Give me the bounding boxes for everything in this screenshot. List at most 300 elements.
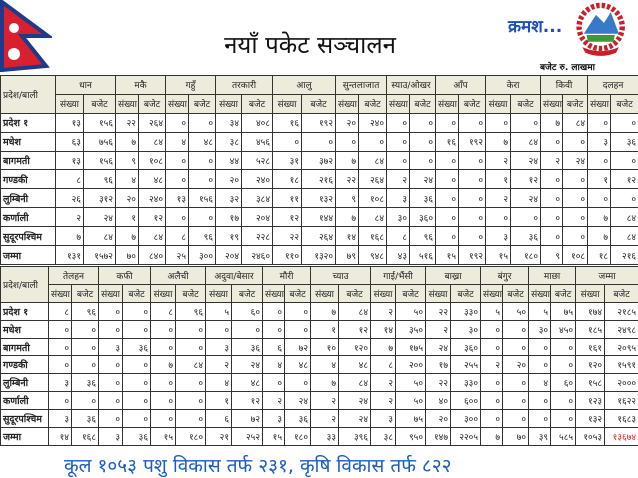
count-cell: ३ — [49, 410, 72, 428]
count-cell: ० — [436, 208, 459, 227]
count-cell: २२ — [336, 170, 359, 189]
budget-cell: ८४ — [339, 302, 371, 320]
budget-cell: १२ — [232, 392, 263, 410]
count-header: संख्या — [273, 94, 302, 113]
budget-cell: ० — [72, 320, 99, 338]
count-cell: ० — [436, 227, 459, 246]
count-cell: १ — [311, 320, 339, 338]
budget-cell: २६४ — [359, 170, 387, 189]
count-cell: ० — [151, 410, 176, 428]
count-cell: ० — [541, 227, 563, 246]
count-cell: ३ — [588, 132, 611, 151]
count-cell: २०४ — [216, 246, 242, 265]
count-cell: १३ — [56, 113, 84, 132]
count-cell: १५ — [486, 246, 511, 265]
budget-cell: ० — [72, 338, 99, 356]
count-cell: ० — [336, 132, 359, 151]
budget-cell: १३६७४ — [605, 428, 638, 446]
table-row — [1, 374, 638, 392]
count-cell: ० — [263, 302, 285, 320]
budget-cell: ३०० — [189, 246, 216, 265]
budget-cell: ० — [123, 302, 151, 320]
budget-cell: ३० — [451, 320, 481, 338]
budget-cell: ० — [551, 338, 576, 356]
count-cell: २५ — [166, 246, 189, 265]
table-row — [1, 302, 638, 320]
group-header: गहुँ — [166, 76, 216, 95]
count-cell: ० — [151, 392, 176, 410]
budget-cell: १९२ — [459, 132, 486, 151]
budget-cell: ० — [123, 410, 151, 428]
budget-header: बजेट — [232, 284, 263, 302]
budget-cell: २०९५ — [605, 338, 638, 356]
count-cell: ० — [486, 113, 511, 132]
continued-label: क्रमश... — [508, 17, 563, 37]
count-cell: ० — [99, 392, 123, 410]
budget-header: बजेट — [459, 94, 486, 113]
count-header: संख्या — [336, 94, 359, 113]
budget-cell: ० — [232, 320, 263, 338]
province-name: जम्मा — [1, 246, 56, 265]
budget-cell: १२ — [139, 208, 166, 227]
count-cell: ८ — [151, 302, 176, 320]
count-cell: १३१ — [56, 246, 84, 265]
count-cell: १२ — [273, 208, 302, 227]
count-cell: २ — [426, 320, 451, 338]
count-cell: २० — [116, 189, 139, 208]
budget-cell: २४ — [84, 208, 116, 227]
budget-cell: ४५० — [551, 320, 576, 338]
budget-cell: ० — [176, 410, 206, 428]
count-cell: १३ — [56, 151, 84, 170]
budget-cell: १७५ — [396, 338, 426, 356]
budget-cell: १५६ — [84, 151, 116, 170]
count-cell: ३ — [99, 428, 123, 446]
budget-cell: २१६ — [302, 170, 336, 189]
budget-cell: ३६ — [123, 428, 151, 446]
table-row — [1, 132, 638, 151]
budget-header: बजेट — [451, 284, 481, 302]
count-cell: ९ — [336, 189, 359, 208]
province-name: बागमती — [1, 151, 56, 170]
count-cell: २ — [311, 392, 339, 410]
budget-cell: ९६ — [410, 227, 436, 246]
budget-cell: ३६ — [410, 189, 436, 208]
count-cell: ७ — [481, 428, 503, 446]
budget-cell: ३६ — [123, 338, 151, 356]
budget-cell: २४ — [339, 410, 371, 428]
budget-cell: ८४० — [139, 246, 166, 265]
count-cell: २ — [481, 356, 503, 374]
total-row — [1, 246, 638, 265]
budget-cell: ० — [176, 338, 206, 356]
budget-cell: ० — [72, 392, 99, 410]
budget-header: बजेट — [503, 284, 529, 302]
count-cell: ० — [529, 392, 551, 410]
count-cell: ० — [166, 170, 189, 189]
subheader-row — [1, 284, 638, 302]
budget-cell: २० — [503, 356, 529, 374]
budget-cell: ९६ — [176, 302, 206, 320]
budget-cell: ० — [459, 151, 486, 170]
budget-cell: ६०० — [451, 392, 481, 410]
budget-cell: ९४८ — [359, 246, 387, 265]
budget-cell: ३३० — [451, 374, 481, 392]
count-cell: ० — [481, 374, 503, 392]
table-row — [1, 392, 638, 410]
budget-cell: ० — [563, 132, 588, 151]
count-cell: २२ — [116, 113, 139, 132]
count-cell: २ — [56, 208, 84, 227]
budget-cell: ५२८ — [242, 151, 273, 170]
budget-cell: २४ — [285, 392, 311, 410]
count-cell: ३३ — [311, 428, 339, 446]
count-header: संख्या — [311, 284, 339, 302]
count-header: संख्या — [588, 94, 611, 113]
budget-header: बजेट — [189, 94, 216, 113]
group-header: बाख्रा — [426, 267, 481, 285]
budget-cell: ८४ — [359, 151, 387, 170]
count-cell: ७ — [116, 227, 139, 246]
count-cell: १४ — [336, 227, 359, 246]
count-cell: ३१ — [273, 151, 302, 170]
count-cell: ९ — [541, 246, 563, 265]
province-name: प्रदेश १ — [1, 113, 56, 132]
count-cell: ७ — [541, 113, 563, 132]
budget-cell: ४८ — [232, 374, 263, 392]
count-cell: ० — [529, 356, 551, 374]
budget-cell: ३३० — [451, 302, 481, 320]
count-header: संख्या — [387, 94, 410, 113]
count-cell: ० — [481, 410, 503, 428]
budget-cell: ० — [123, 392, 151, 410]
count-cell: ० — [99, 320, 123, 338]
budget-cell: ० — [551, 410, 576, 428]
count-header: संख्या — [56, 94, 84, 113]
budget-cell: १५७२ — [84, 246, 116, 265]
budget-cell: २४९८ — [605, 320, 638, 338]
budget-cell: ० — [123, 320, 151, 338]
table-row — [1, 208, 638, 227]
budget-cell: २४ — [339, 392, 371, 410]
count-header: संख्या — [99, 284, 123, 302]
budget-cell: २४ — [511, 189, 541, 208]
budget-cell: ९६ — [84, 170, 116, 189]
count-cell: ० — [263, 374, 285, 392]
budget-cell: ३७२ — [302, 151, 336, 170]
count-cell: ७ — [311, 374, 339, 392]
budget-header: बजेट — [339, 284, 371, 302]
budget-cell: ० — [563, 208, 588, 227]
budget-cell: ० — [551, 356, 576, 374]
count-cell: २६ — [56, 189, 84, 208]
count-cell: ११० — [273, 246, 302, 265]
header-row — [1, 267, 638, 285]
count-cell: १७ — [426, 356, 451, 374]
group-header: तरकारी — [216, 76, 273, 95]
count-cell: ० — [541, 208, 563, 227]
count-cell: ० — [49, 392, 72, 410]
count-cell: ३० — [387, 208, 410, 227]
table-row — [1, 320, 638, 338]
budget-cell: ० — [176, 320, 206, 338]
budget-cell: ० — [563, 170, 588, 189]
count-cell: ३ — [371, 410, 396, 428]
budget-cell: ५१६ — [410, 246, 436, 265]
count-cell: ३० — [529, 320, 551, 338]
count-cell: ३२ — [216, 189, 242, 208]
count-cell: ६३ — [56, 132, 84, 151]
count-cell: २२ — [273, 227, 302, 246]
count-cell: २१ — [206, 428, 232, 446]
budget-cell: २६४ — [302, 227, 336, 246]
budget-cell: ० — [72, 356, 99, 374]
budget-cell: ३९६ — [339, 428, 371, 446]
count-cell: ० — [49, 320, 72, 338]
budget-header: बजेट — [605, 284, 638, 302]
count-cell: १६१ — [576, 338, 605, 356]
count-cell: १४ — [49, 428, 72, 446]
budget-cell: ० — [459, 113, 486, 132]
table-row — [1, 410, 638, 428]
header-row — [1, 76, 638, 95]
count-cell: ७९ — [336, 246, 359, 265]
count-cell: ० — [151, 338, 176, 356]
count-cell: ८ — [371, 356, 396, 374]
total-row — [1, 428, 638, 446]
count-cell: ८ — [166, 227, 189, 246]
budget-cell: ३६ — [611, 132, 638, 151]
table-row — [1, 113, 638, 132]
count-cell: ९ — [116, 151, 139, 170]
budget-cell: १४४ — [302, 208, 336, 227]
count-cell: ० — [151, 374, 176, 392]
count-cell: ४ — [311, 356, 339, 374]
budget-cell: ० — [459, 189, 486, 208]
count-cell: २ — [387, 170, 410, 189]
count-cell: १४७ — [426, 428, 451, 446]
budget-header: बजेट — [396, 284, 426, 302]
budget-unit-note: बजेट रु. लाखमा — [540, 63, 595, 73]
count-cell: ० — [49, 356, 72, 374]
count-cell: १५ — [151, 428, 176, 446]
budget-cell: ० — [410, 132, 436, 151]
budget-cell: ३०० — [451, 410, 481, 428]
budget-cell: ३५० — [396, 320, 426, 338]
page-title: नयाँ पकेट सञ्चालन — [224, 31, 396, 59]
crop-table — [0, 75, 638, 265]
budget-header: बजेट — [123, 284, 151, 302]
table-row — [1, 170, 638, 189]
budget-cell: ३६० — [451, 338, 481, 356]
budget-cell: ३६ — [285, 410, 311, 428]
budget-header: बजेट — [611, 94, 638, 113]
group-header: गाई/भैंसी — [371, 267, 426, 285]
count-cell: २० — [426, 410, 451, 428]
count-header: संख्या — [426, 284, 451, 302]
count-cell: ७ — [588, 227, 611, 246]
count-header: संख्या — [529, 284, 551, 302]
budget-cell: २५२ — [232, 428, 263, 446]
count-header: संख्या — [49, 284, 72, 302]
table-row — [1, 227, 638, 246]
budget-cell: २४० — [359, 113, 387, 132]
group-header: दलहन — [588, 76, 638, 95]
budget-cell: २१६ — [611, 246, 638, 265]
count-cell: ० — [99, 302, 123, 320]
count-cell: १६ — [436, 132, 459, 151]
group-header: आँप — [436, 76, 486, 95]
count-cell: ० — [387, 113, 410, 132]
budget-cell: ७२ — [232, 410, 263, 428]
budget-cell: २४६० — [242, 246, 273, 265]
budget-cell: ९६ — [72, 302, 99, 320]
budget-cell: १८० — [285, 428, 311, 446]
budget-cell: १५६ — [84, 113, 116, 132]
count-cell: ७ — [56, 227, 84, 246]
group-header: जम्मा — [576, 267, 638, 285]
province-name: सुदूरपश्चिम — [1, 227, 56, 246]
budget-cell: ७२ — [285, 338, 311, 356]
budget-cell: १०८ — [563, 246, 588, 265]
budget-cell: २२०५ — [451, 428, 481, 446]
budget-cell: ० — [285, 320, 311, 338]
count-cell: ० — [541, 189, 563, 208]
budget-cell: ० — [285, 374, 311, 392]
budget-cell: ० — [511, 113, 541, 132]
count-header: संख्या — [541, 94, 563, 113]
count-cell: ० — [541, 170, 563, 189]
count-cell: ० — [49, 338, 72, 356]
count-cell: १३ — [166, 189, 189, 208]
count-cell: ७० — [116, 246, 139, 265]
group-header: आलु — [273, 76, 336, 95]
count-cell: ७ — [336, 151, 359, 170]
count-cell: ५ — [529, 302, 551, 320]
budget-cell: ० — [123, 356, 151, 374]
count-cell: ३ — [99, 338, 123, 356]
group-header: अदुवा/बेसार — [206, 267, 263, 285]
group-header: च्याउ — [311, 267, 371, 285]
count-cell: ० — [273, 132, 302, 151]
count-cell: १०५३ — [576, 428, 605, 446]
province-name: बागमती — [1, 338, 49, 356]
count-cell: १ — [116, 208, 139, 227]
budget-header: बजेट — [84, 94, 116, 113]
budget-cell: ० — [285, 302, 311, 320]
count-cell: ० — [166, 208, 189, 227]
group-header: अलैची — [151, 267, 206, 285]
budget-header: बजेट — [511, 94, 541, 113]
count-cell: ० — [206, 320, 232, 338]
province-name: गण्डकी — [1, 170, 56, 189]
budget-cell: ६० — [232, 302, 263, 320]
budget-cell: २४ — [232, 356, 263, 374]
count-cell: ० — [99, 356, 123, 374]
group-header: मकै — [116, 76, 166, 95]
count-header: संख्या — [206, 284, 232, 302]
count-cell: १८ — [273, 170, 302, 189]
budget-header: बजेट — [285, 284, 311, 302]
budget-cell: १५९१ — [605, 356, 638, 374]
budget-cell: ४०८ — [242, 113, 273, 132]
budget-header: बजेट — [410, 94, 436, 113]
count-cell: ० — [481, 338, 503, 356]
budget-cell: ० — [563, 227, 588, 246]
budget-cell: १९२ — [459, 246, 486, 265]
count-cell: ४ — [166, 132, 189, 151]
count-cell: ४० — [426, 392, 451, 410]
budget-cell: १६८ — [72, 428, 99, 446]
count-cell: १७ — [216, 208, 242, 227]
count-cell: १९ — [216, 227, 242, 246]
count-cell: ० — [529, 338, 551, 356]
budget-cell: २२८ — [242, 227, 273, 246]
group-header: सुन्तलाजात — [336, 76, 387, 95]
budget-cell: १२ — [339, 320, 371, 338]
table-row — [1, 338, 638, 356]
count-cell: २ — [371, 392, 396, 410]
budget-cell: १८० — [511, 246, 541, 265]
budget-cell: १९२ — [302, 113, 336, 132]
count-cell: १४ — [371, 320, 396, 338]
budget-cell: ० — [611, 113, 638, 132]
budget-cell: ८४ — [359, 208, 387, 227]
budget-cell: ० — [410, 113, 436, 132]
count-cell: १३२ — [576, 410, 605, 428]
count-cell: ४४ — [216, 151, 242, 170]
province-name: लुम्बिनी — [1, 374, 49, 392]
count-header: संख्या — [481, 284, 503, 302]
budget-header: बजेट — [139, 94, 166, 113]
count-cell: २ — [311, 410, 339, 428]
count-cell: ३ — [263, 410, 285, 428]
count-cell: ४ — [263, 356, 285, 374]
count-cell: २४ — [426, 338, 451, 356]
count-cell: ० — [529, 410, 551, 428]
count-cell: ० — [151, 320, 176, 338]
table-row — [1, 151, 638, 170]
corner-header: प्रदेश/बाली — [1, 267, 49, 303]
count-cell: १२० — [576, 356, 605, 374]
budget-cell: ५० — [396, 374, 426, 392]
count-cell: ० — [387, 151, 410, 170]
budget-header: बजेट — [72, 284, 99, 302]
count-cell: ३ — [486, 227, 511, 246]
count-cell: ३९ — [529, 428, 551, 446]
budget-cell: ० — [459, 170, 486, 189]
budget-cell: २४ — [410, 170, 436, 189]
count-cell: १२३ — [576, 392, 605, 410]
budget-cell: ७० — [503, 428, 529, 446]
budget-cell: ३६ — [511, 227, 541, 246]
count-cell: २ — [371, 302, 396, 320]
count-cell: ० — [436, 113, 459, 132]
count-cell: २ — [486, 151, 511, 170]
budget-cell: १०८ — [139, 151, 166, 170]
group-header: मौरी — [263, 267, 311, 285]
count-cell: ० — [387, 132, 410, 151]
count-cell: १ — [588, 170, 611, 189]
budget-cell: ८४ — [84, 227, 116, 246]
count-header: संख्या — [486, 94, 511, 113]
count-cell: ७ — [151, 356, 176, 374]
budget-cell: ८४ — [176, 356, 206, 374]
count-header: संख्या — [116, 94, 139, 113]
province-name: जम्मा — [1, 428, 49, 446]
budget-cell: २४० — [242, 170, 273, 189]
budget-cell: १०८ — [359, 189, 387, 208]
